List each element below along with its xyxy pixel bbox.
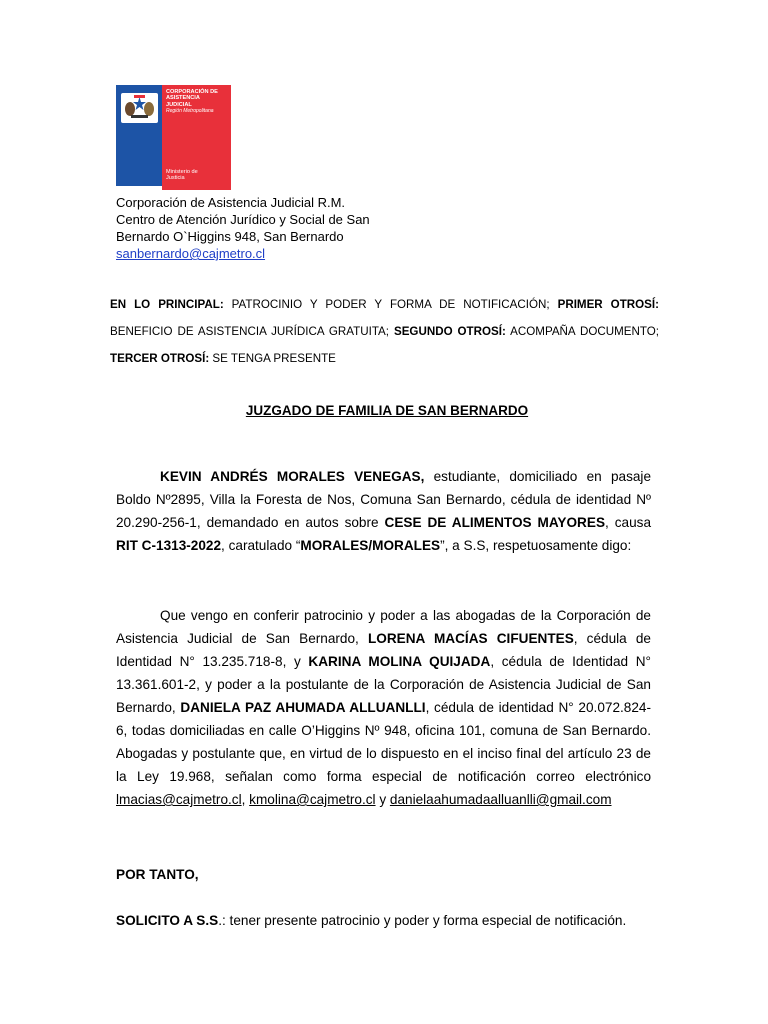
summa-tercer-text: SE TENGA PRESENTE bbox=[209, 352, 336, 365]
coat-of-arms-icon bbox=[121, 93, 158, 123]
summa-segundo-text: ACOMPAÑA DOCUMENTO; bbox=[505, 325, 659, 338]
case-caption: MORALES/MORALES bbox=[300, 538, 441, 553]
logo-red-panel bbox=[162, 85, 231, 190]
email-link-lmacias[interactable]: lmacias@cajmetro.cl bbox=[116, 792, 242, 807]
logo-title: CORPORACIÓN DE ASISTENCIA JUDICIAL Región Metropolitana bbox=[166, 89, 218, 115]
por-tanto: POR TANTO, bbox=[116, 867, 199, 882]
party-name: KEVIN ANDRÉS MORALES VENEGAS, bbox=[160, 469, 425, 484]
lawyer-1-name: LORENA MACÍAS CIFUENTES bbox=[367, 631, 574, 646]
header-email-link[interactable]: sanbernardo@cajmetro.cl bbox=[116, 246, 266, 261]
logo-blue-panel bbox=[116, 85, 162, 190]
header-line-1: Corporación de Asistencia Judicial R.M. bbox=[116, 195, 346, 210]
header-address bbox=[116, 194, 436, 262]
corporation-logo bbox=[116, 85, 231, 190]
summa-segundo-label: SEGUNDO OTROSÍ: bbox=[393, 325, 506, 338]
court-heading: JUZGADO DE FAMILIA DE SAN BERNARDO bbox=[245, 403, 529, 418]
request-text: .: tener presente patrocinio y poder y forma especial de notificación. bbox=[218, 913, 627, 928]
summa bbox=[110, 291, 659, 372]
request-label: SOLICITO A S.S bbox=[116, 913, 219, 928]
cause-subject: CESE DE ALIMENTOS MAYORES bbox=[384, 515, 606, 530]
request-clause bbox=[116, 913, 651, 928]
header-line-3: Bernardo O`Higgins 948, San Bernardo bbox=[116, 229, 344, 244]
summa-principal-text: PATROCINIO Y PODER Y FORMA DE NOTIFICACIÓN; bbox=[223, 298, 558, 311]
summa-principal-label: EN LO PRINCIPAL: bbox=[110, 298, 224, 311]
lawyer-2-name: KARINA MOLINA QUIJADA bbox=[308, 654, 491, 669]
postulant-name: DANIELA PAZ AHUMADA ALLUANLLI bbox=[180, 700, 426, 715]
header-line-2: Centro de Atención Jurídico y Social de San bbox=[116, 212, 370, 227]
case-rit: RIT C-1313-2022 bbox=[116, 538, 222, 553]
logo-ministry: Ministerio de Justicia bbox=[166, 169, 198, 182]
summa-tercer-label: TERCER OTROSÍ: bbox=[110, 352, 210, 365]
summa-primer-label: PRIMER OTROSÍ: bbox=[557, 298, 659, 311]
summa-primer-text: BENEFICIO DE ASISTENCIA JURÍDICA GRATUITA; bbox=[110, 325, 394, 338]
email-link-kmolina[interactable]: kmolina@cajmetro.cl bbox=[249, 792, 376, 807]
email-link-daniela[interactable]: danielaahumadaalluanlli@gmail.com bbox=[389, 792, 612, 807]
paragraph-appearance: KEVIN ANDRÉS MORALES VENEGAS, estudiante, domiciliado en pasaje Boldo Nº2895, Villa la Foresta de Nos, Comuna San Bernardo, cédula de identidad Nº 20.290-256-1, demandado en autos sobre CESE DE ALIMENTOS MAYORES, causa RIT C-1313-2022, caratulado “MORALES/MORALES”, a S.S, respetuosamente digo: bbox=[116, 469, 652, 553]
paragraph-power-of-attorney: Que vengo en conferir patrocinio y poder a las abogadas de la Corporación de Asistencia Judicial de San Bernardo, LORENA MACÍAS CIFUENTES, cédula de Identidad N° 13.235.718-8, y KARINA MOLINA QUIJADA, cédula de Identidad N° 13.361.601-2, y poder a la postulante de la Corporación de Asistencia Judicial de San Bernardo, DANIELA PAZ AHUMADA ALLUANLLI, cédula de identidad N° 20.072.824-6, todas domiciliadas en calle O’Higgins Nº 948, oficina 101, comuna de San Bernardo. Abogadas y postulante que, en virtud de lo dispuesto en el inciso final del artículo 23 de la Ley 19.968, señalan como forma especial de notificación correo electrónico lmacias@cajmetro.cl, kmolina@cajmetro.cl y danielaahumadaalluanlli@gmail.com bbox=[116, 608, 651, 807]
